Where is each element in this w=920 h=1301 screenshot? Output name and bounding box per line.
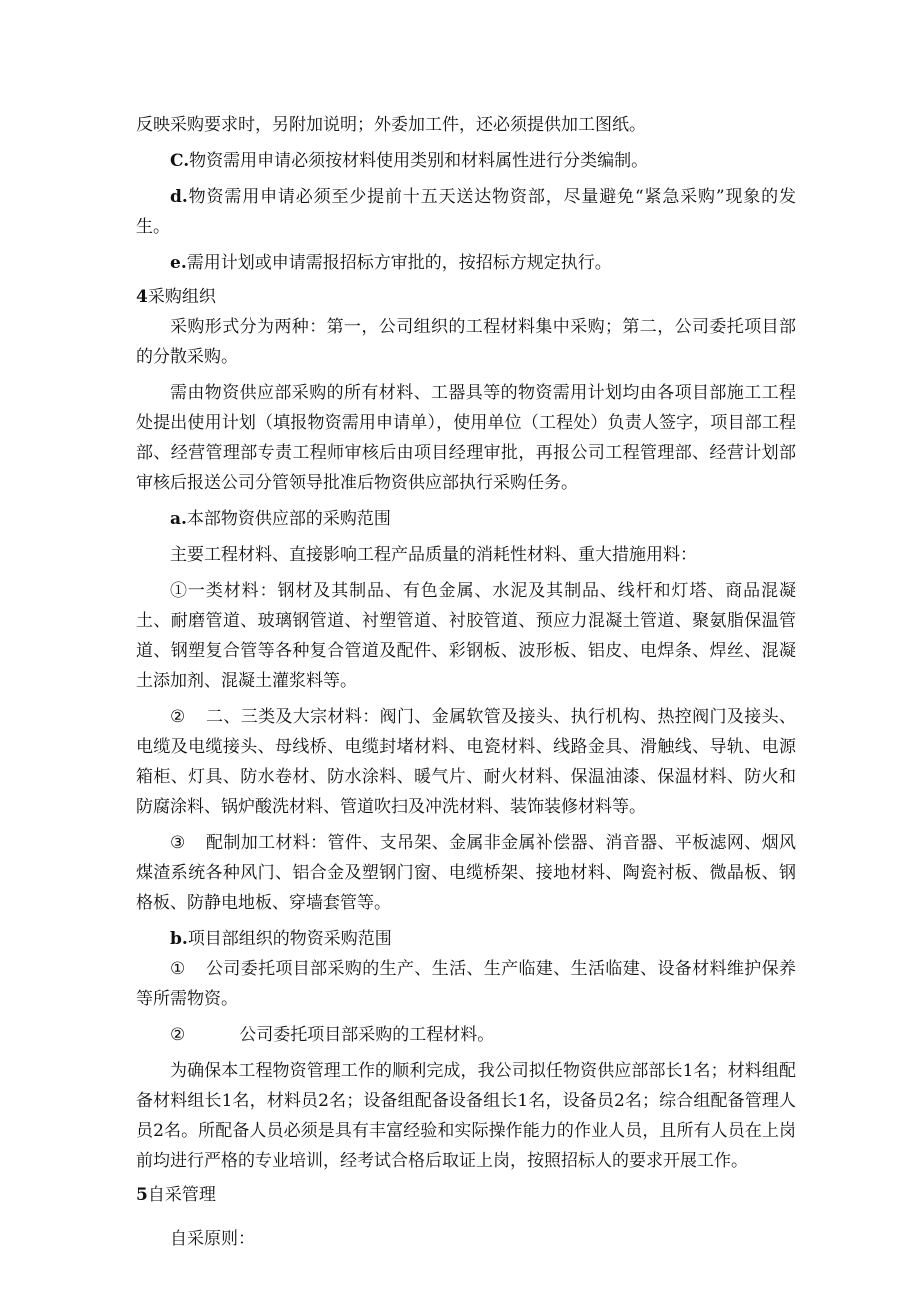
project-marker-2: ②: [170, 1025, 186, 1045]
subheading-a-marker: a.: [170, 509, 187, 529]
section-heading-5: [136, 1180, 796, 1210]
item-d-text: 物资需用申请必须至少提前十五天送达物资部，尽量避免“紧急采购”现象的发生。: [136, 187, 796, 237]
paragraph-staffing: 为确保本工程物资管理工作的顺利完成，我公司拟任物资供应部部长1名；材料组配备材料组长1名，材料员2名；设备组配备设备组长1名，设备员2名；综合组配备管理人员2名。所配备人员必须是具有丰富经验和实际操作能力的作业人员，且所有人员在上岗前均进行严格的专业培训，经考试合格后取证上岗，按照招标人的要求开展工作。: [136, 1061, 796, 1171]
paragraph-item-c: [136, 146, 796, 176]
section-5-number: 5: [136, 1185, 148, 1205]
section-heading-4: [136, 282, 796, 312]
list-marker-2: ②: [170, 707, 186, 727]
paragraph-purchase-process: 需由物资供应部采购的所有材料、工器具等的物资需用计划均由各项目部施工工程处提出使用计划（填报物资需用申请单），使用单位（工程处）负责人签字，项目部工程部、经营管理部专责工程师审核后由项目经理审批，再报公司工程管理部、经营计划部审核后报送公司分管领导批准后物资供应部执行采购任务。: [136, 383, 796, 493]
list-item-3-text: 配制加工材料：管件、支吊架、金属非金属补偿器、消音器、平板滤网、烟风煤渣系统各种风门、铝合金及塑钢门窗、电缆桥架、接地材料、陶瓷衬板、微晶板、钢格板、防静电地板、穿墙套管等。: [136, 833, 796, 913]
document-body: [136, 110, 796, 1254]
section-4-title: 采购组织: [147, 287, 216, 307]
paragraph-item-e: [136, 248, 796, 278]
subheading-b: [136, 924, 796, 954]
section-5-title: 自采管理: [147, 1185, 216, 1205]
subheading-b-marker: b.: [170, 929, 188, 949]
project-item-1-text: 公司委托项目部采购的生产、生活、生产临建、生活临建、设备材料维护保养等所需物资。: [136, 959, 796, 1009]
list-item-category-2: [136, 702, 796, 822]
item-c-text: 物资需用申请必须按材料使用类别和材料属性进行分类编制。: [189, 151, 649, 171]
paragraph-main-materials: 主要工程材料、直接影响工程产品质量的消耗性材料、重大措施用料：: [170, 545, 697, 565]
list-marker-1: ①: [170, 581, 188, 601]
list-item-1-text: 一类材料：钢材及其制品、有色金属、水泥及其制品、线杆和灯塔、商品混凝土、耐磨管道、玻璃钢管道、衬塑管道、衬胶管道、预应力混凝土管道、聚氨脂保温管道、钢塑复合管等各种复合管道及配件、彩钢板、波形板、铝皮、电焊条、焊丝、混凝土添加剂、混凝土灌浆料等。: [136, 581, 797, 691]
section-4-number: 4: [136, 287, 148, 307]
list-item-project-2: [136, 1020, 796, 1050]
item-c-marker: C.: [170, 151, 190, 171]
paragraph-item-d: [136, 182, 796, 242]
list-item-project-1: [136, 954, 796, 1014]
project-marker-1: ①: [170, 959, 186, 979]
list-item-category-3: [136, 828, 796, 918]
paragraph-purchase-forms: 采购形式分为两种：第一，公司组织的工程材料集中采购；第二，公司委托项目部的分散采购。: [136, 317, 796, 367]
list-item-2-text: 二、三类及大宗材料：阀门、金属软管及接头、执行机构、热控阀门及接头、电缆及电缆接头、母线桥、电缆封堵材料、电瓷材料、线路金具、滑触线、导轨、电源箱柜、灯具、防水卷材、防水涂料、暖气片、耐火材料、保温油漆、保温材料、防火和防腐涂料、锅炉酸洗材料、管道吹扫及冲洗材料、装饰装修材料等。: [136, 707, 796, 817]
item-d-marker: d.: [170, 187, 188, 207]
project-item-2-text: 公司委托项目部采购的工程材料。: [239, 1025, 495, 1045]
item-e-text: 需用计划或申请需报招标方审批的，按招标方规定执行。: [186, 253, 612, 273]
paragraph-continuation: 反映采购要求时，另附加说明；外委加工件，还必须提供加工图纸。: [136, 115, 646, 135]
list-marker-3: ③: [170, 833, 186, 853]
list-item-category-1: [136, 576, 796, 696]
paragraph-self-purchase-principles: 自采原则：: [170, 1229, 255, 1249]
subheading-a-text: 本部物资供应部的采购范围: [186, 509, 391, 529]
subheading-a: [136, 504, 796, 534]
subheading-b-text: 项目部组织的物资采购范围: [187, 929, 392, 949]
item-e-marker: e.: [170, 253, 187, 273]
